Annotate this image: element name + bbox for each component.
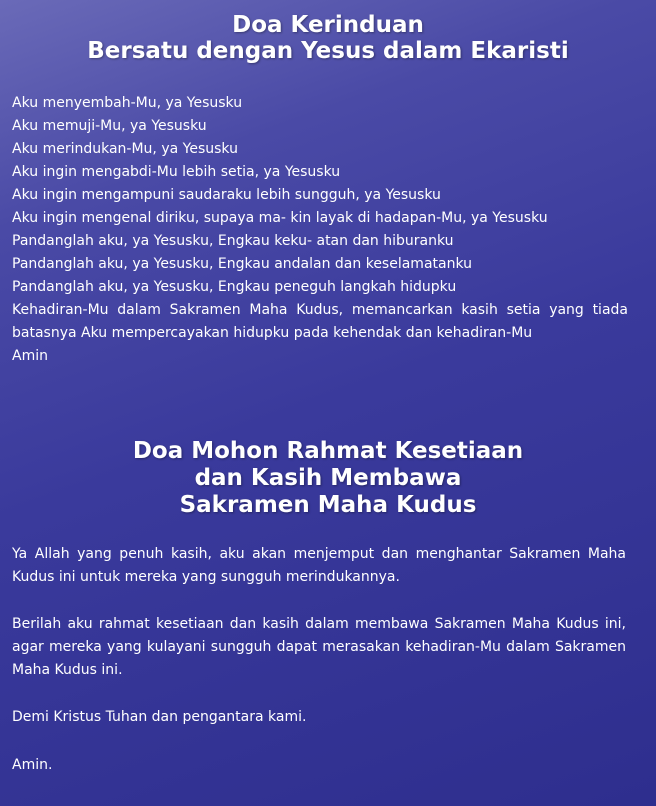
prayer1-body bbox=[12, 92, 628, 368]
prayer2-title-line2: dan Kasih Membawa bbox=[194, 465, 462, 491]
prayer1-line: Aku ingin mengampuni saudaraku lebih sungguh, ya Yesusku bbox=[12, 187, 441, 203]
prayer2-paragraph: Ya Allah yang penuh kasih, aku akan menjemput dan menghantar Sakramen Maha Kudus ini untuk mereka yang sungguh merindukannya. bbox=[12, 546, 626, 585]
prayer1-line: Aku ingin mengabdi-Mu lebih setia, ya Yesusku bbox=[12, 164, 341, 180]
prayer2-title-line3: Sakramen Maha Kudus bbox=[179, 492, 477, 518]
prayer2-title bbox=[0, 438, 656, 519]
prayer1-line: Amin bbox=[12, 348, 48, 364]
prayer1-line: Aku menyembah-Mu, ya Yesusku bbox=[12, 95, 243, 111]
prayer1-line: Pandanglah aku, ya Yesusku, Engkau andalan dan keselamatanku bbox=[12, 256, 473, 272]
prayer1-line: Pandanglah aku, ya Yesusku, Engkau peneguh langkah hidupku bbox=[12, 279, 457, 295]
prayer1-line: Aku memuji-Mu, ya Yesusku bbox=[12, 118, 207, 134]
prayer1-title bbox=[0, 12, 656, 64]
prayer1-title-line1: Doa Kerinduan bbox=[232, 12, 424, 38]
prayer1-line: Aku merindukan-Mu, ya Yesusku bbox=[12, 141, 238, 157]
prayer1-line: Aku ingin mengenal diriku, supaya ma- kin layak di hadapan-Mu, ya Yesusku bbox=[12, 210, 548, 226]
prayer1-line: Pandanglah aku, ya Yesusku, Engkau keku- atan dan hiburanku bbox=[12, 233, 454, 249]
prayer2-paragraph: Amin. bbox=[12, 757, 53, 773]
prayer2-paragraph: Berilah aku rahmat kesetiaan dan kasih dalam membawa Sakramen Maha Kudus ini, agar mereka yang kulayani sungguh dapat merasakan kehadiran-Mu dalam Sakramen Maha Kudus ini. bbox=[12, 616, 626, 678]
prayer2-title-line1: Doa Mohon Rahmat Kesetiaan bbox=[132, 438, 524, 464]
prayer1-title-line2: Bersatu dengan Yesus dalam Ekaristi bbox=[87, 38, 569, 64]
prayer1-line: Kehadiran-Mu dalam Sakramen Maha Kudus, memancarkan kasih setia yang tiada batasnya Aku mempercayakan hidupku pada kehendak dan kehadiran-Mu bbox=[12, 302, 628, 341]
prayer2-paragraph: Demi Kristus Tuhan dan pengantara kami. bbox=[12, 709, 307, 725]
